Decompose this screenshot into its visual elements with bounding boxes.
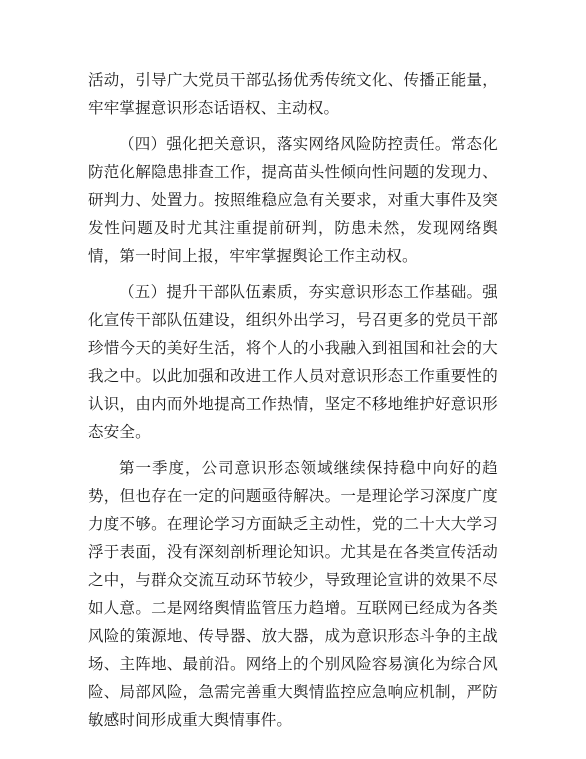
paragraph-section-four: （四）强化把关意识，落实网络风险防控责任。常态化防范化解隐患排查工作，提高苗头性倾向性问题的发现力、研判力、处置力。按照维稳应急有关要求，对重大事件及突发性问题及时尤其注重提前研判，防患未然，发现网络舆情，第一时间上报，牢牢掌握舆论工作主动权。 xyxy=(88,135,498,265)
paragraph-continuation: 活动，引导广大党员干部弘扬优秀传统文化、传播正能量，牢牢掌握意识形态话语权、主动权。 xyxy=(88,71,498,117)
paragraph-first-quarter-summary: 第一季度，公司意识形态领域继续保持稳中向好的趋势，但也存在一定的问题亟待解决。一是理论学习深度广度力度不够。在理论学习方面缺乏主动性，党的二十大大学习浮于表面，没有深刻剖析理论知识。尤其是在各类宣传活动之中，与群众交流互动环节较少，导致理论宣讲的效果不尽如人意。二是网络舆情监管压力趋增。互联网已经成为各类风险的策源地、传导器、放大器，成为意识形态斗争的主战场、主阵地、最前沿。网络上的个别风险容易演化为综合风险、局部风险，急需完善重大舆情监控应急响应机制，严防敏感时间形成重大舆情事件。 xyxy=(88,459,498,729)
paragraph-gap xyxy=(88,270,498,278)
paragraph-gap xyxy=(88,446,498,454)
paragraph-section-five: （五）提升干部队伍素质，夯实意识形态工作基础。强化宣传干部队伍建设，组织外出学习，号召更多的党员干部珍惜今天的美好生活，将个人的小我融入到祖国和社会的大我之中。以此加强和改进工作人员对意识形态工作重要性的认识，由内而外地提高工作热情，坚定不移地维护好意识形态安全。 xyxy=(88,283,498,441)
document-body xyxy=(88,66,498,734)
paragraph-gap xyxy=(88,122,498,130)
